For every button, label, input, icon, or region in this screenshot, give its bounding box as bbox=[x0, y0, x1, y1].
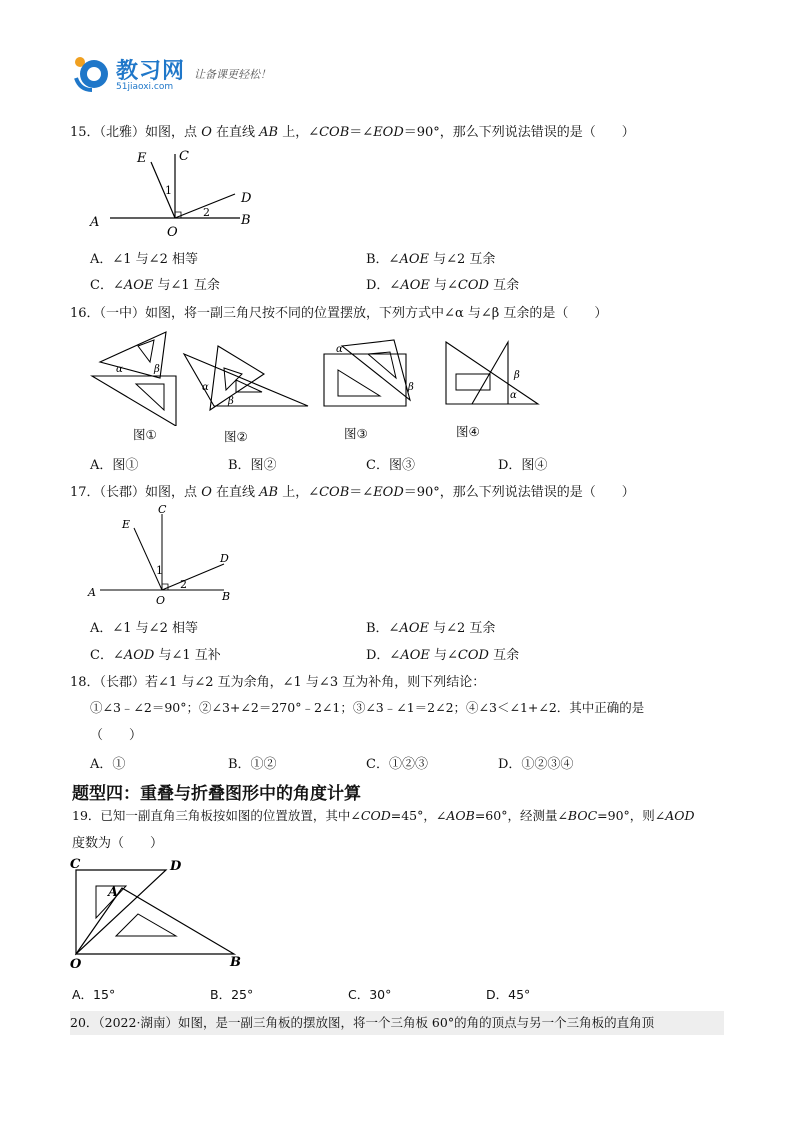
question-16-stem: 16．（一中）如图，将一副三角尺按不同的位置摆放，下列方式中∠α 与∠β 互余的是（ ） bbox=[70, 306, 608, 321]
question-18-option-d[interactable]: D．①②③④ bbox=[498, 757, 574, 772]
question-19-option-b[interactable]: B．25° bbox=[210, 987, 254, 1002]
question-16-figure-3-label: 图③ bbox=[344, 426, 368, 441]
svg-text:C: C bbox=[179, 149, 189, 164]
svg-text:2: 2 bbox=[203, 206, 210, 219]
svg-text:D: D bbox=[220, 552, 229, 565]
question-20-stem: 20．（2022·湖南）如图，是一副三角板的摆放图，将一个三角板 60°的角的顶点与另一个三角板的直角顶 bbox=[70, 1011, 724, 1035]
svg-text:A: A bbox=[108, 885, 119, 900]
svg-text:α: α bbox=[336, 344, 343, 355]
svg-text:α: α bbox=[510, 390, 517, 401]
svg-text:β: β bbox=[154, 364, 160, 375]
svg-text:O: O bbox=[70, 957, 82, 972]
question-16-figure-1 bbox=[88, 326, 188, 426]
question-15-option-b[interactable]: B．∠AOE 与∠2 互余 bbox=[366, 252, 496, 267]
svg-text:α: α bbox=[116, 364, 123, 375]
question-18-option-b[interactable]: B．①② bbox=[228, 757, 277, 772]
question-15-option-a[interactable]: A．∠1 与∠2 相等 bbox=[90, 252, 198, 267]
question-16-figure-4-label: 图④ bbox=[456, 424, 480, 439]
question-15-figure bbox=[85, 142, 265, 242]
question-18-stem: 18．（长郡）若∠1 与∠2 互为余角，∠1 与∠3 互为补角，则下列结论： bbox=[70, 675, 486, 690]
question-16-option-c[interactable]: C．图③ bbox=[366, 458, 415, 473]
question-16-figure-2-label: 图② bbox=[224, 429, 248, 444]
question-18-option-a[interactable]: A．① bbox=[90, 757, 126, 772]
question-17-figure bbox=[84, 502, 244, 608]
svg-text:C: C bbox=[70, 857, 81, 872]
svg-text:A: A bbox=[90, 215, 100, 230]
svg-text:E: E bbox=[122, 518, 131, 531]
svg-text:E: E bbox=[137, 151, 147, 166]
question-17-option-d[interactable]: D．∠AOE 与∠COD 互余 bbox=[366, 648, 520, 663]
svg-text:D: D bbox=[170, 859, 182, 874]
logo-domain: 51jiaoxi.com bbox=[116, 82, 174, 92]
svg-text:β: β bbox=[514, 370, 520, 381]
svg-text:1: 1 bbox=[165, 184, 172, 197]
question-16-figure-4 bbox=[442, 338, 542, 410]
question-17-option-a[interactable]: A．∠1 与∠2 相等 bbox=[90, 621, 198, 636]
svg-text:C: C bbox=[158, 503, 167, 516]
svg-text:B: B bbox=[241, 213, 251, 228]
svg-text:A: A bbox=[88, 586, 96, 599]
logo-title: 教习网 bbox=[116, 59, 186, 84]
svg-text:α: α bbox=[202, 382, 209, 393]
question-19-stem: 19．已知一副直角三角板按如图的位置放置，其中∠COD=45°，∠AOB=60°，经测量∠BOC=90°，则∠AOD bbox=[72, 808, 695, 823]
question-15-option-c[interactable]: C．∠AOE 与∠1 互余 bbox=[90, 278, 220, 293]
svg-text:B: B bbox=[222, 590, 231, 603]
question-16-figure-3 bbox=[318, 334, 418, 414]
svg-text:O: O bbox=[156, 594, 166, 607]
section-4-title: 题型四：重叠与折叠图形中的角度计算 bbox=[72, 784, 361, 804]
question-16-option-b[interactable]: B．图② bbox=[228, 458, 277, 473]
svg-text:B: B bbox=[230, 955, 241, 970]
svg-text:D: D bbox=[241, 191, 252, 206]
question-16-figure-2 bbox=[180, 340, 310, 420]
question-17-option-c[interactable]: C．∠AOD 与∠1 互补 bbox=[90, 648, 221, 663]
question-19-option-c[interactable]: C．30° bbox=[348, 987, 392, 1002]
question-16-option-a[interactable]: A．图① bbox=[90, 458, 139, 473]
logo-slogan: 让备课更轻松！ bbox=[194, 68, 271, 81]
svg-text:O: O bbox=[167, 225, 178, 240]
svg-text:1: 1 bbox=[156, 564, 163, 577]
svg-text:β: β bbox=[408, 382, 414, 393]
svg-text:β: β bbox=[228, 396, 234, 407]
question-17-option-b[interactable]: B．∠AOE 与∠2 互余 bbox=[366, 621, 496, 636]
question-19-figure bbox=[66, 852, 256, 974]
question-17-stem: 17．（长郡）如图，点 O 在直线 AB 上，∠COB＝∠EOD＝90°，那么下列说法错误的是（ ） bbox=[70, 485, 635, 500]
question-18-statements: ①∠3﹣∠2＝90°；②∠3+∠2＝270°﹣2∠1；③∠3﹣∠1＝2∠2；④∠3＜∠1+∠2．其中正确的是 bbox=[90, 700, 645, 715]
question-15-stem: 15．（北雅）如图，点 O 在直线 AB 上，∠COB＝∠EOD＝90°，那么下列说法错误的是（ ） bbox=[70, 125, 635, 140]
svg-text:2: 2 bbox=[180, 578, 187, 591]
logo-person-icon bbox=[70, 54, 110, 94]
question-18-option-c[interactable]: C．①②③ bbox=[366, 757, 428, 772]
question-18-paren: （ ） bbox=[90, 728, 143, 743]
question-19-option-a[interactable]: A．15° bbox=[72, 987, 116, 1002]
question-19-option-d[interactable]: D．45° bbox=[486, 987, 531, 1002]
question-19-stem-line2: 度数为（ ） bbox=[72, 836, 164, 851]
site-logo[interactable] bbox=[70, 52, 300, 98]
question-16-option-d[interactable]: D．图④ bbox=[498, 458, 548, 473]
question-16-figure-1-label: 图① bbox=[133, 427, 157, 442]
question-15-option-d[interactable]: D．∠AOE 与∠COD 互余 bbox=[366, 278, 520, 293]
